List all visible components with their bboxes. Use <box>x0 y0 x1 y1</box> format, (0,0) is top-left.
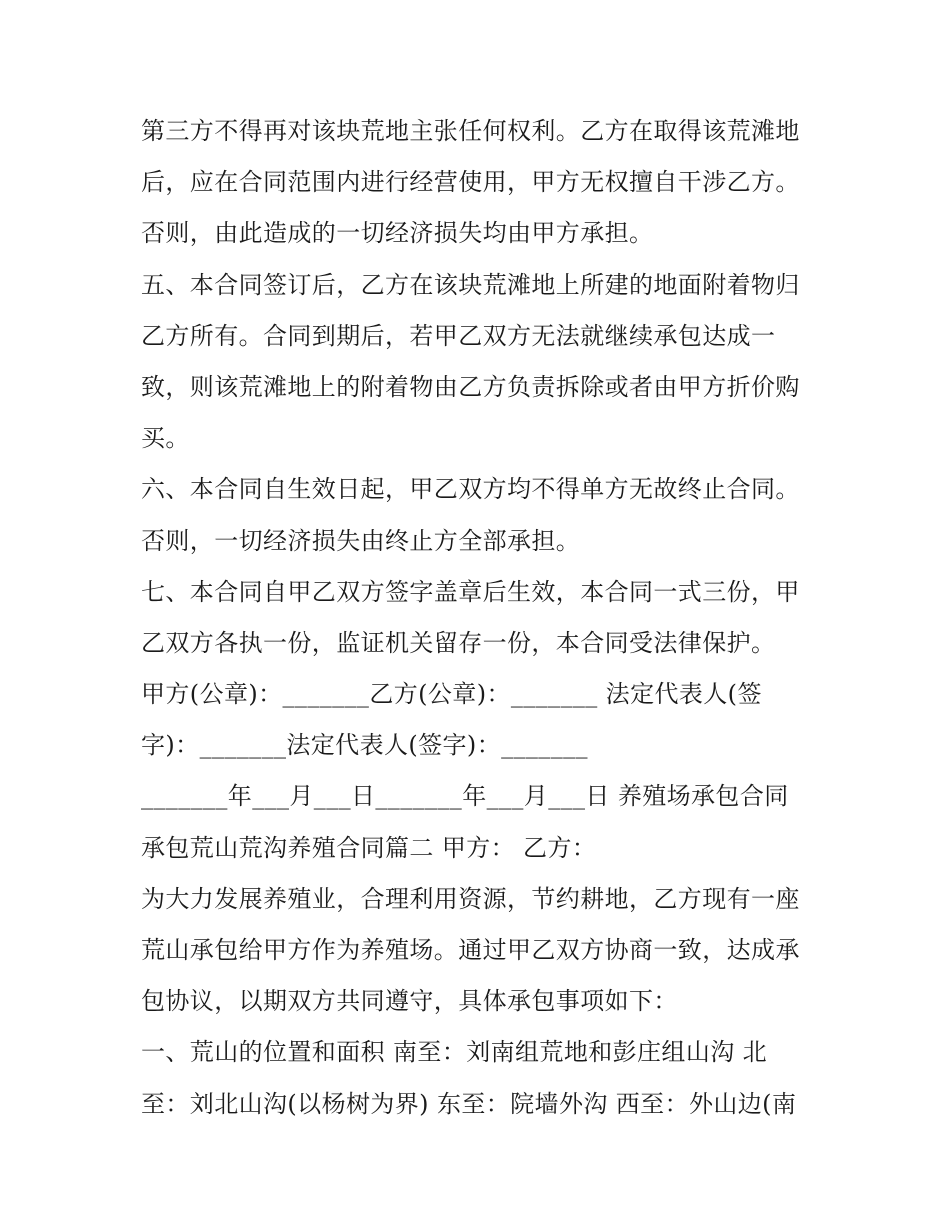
text-line: 为大力发展养殖业，合理利用资源，节约耕地，乙方现有一座 <box>141 884 800 913</box>
text-line: 六、本合同自生效日起，甲乙双方均不得单方无故终止合同。 <box>141 475 800 504</box>
signature-line: 字)：_______法定代表人(签字)：_______ <box>141 731 588 760</box>
text-line: 第三方不得再对该块荒地主张任何权利。乙方在取得该荒滩地 <box>141 117 800 145</box>
text-line: 一、荒山的位置和面积 南至：刘南组荒地和彭庄组山沟 北 <box>141 1038 768 1067</box>
text-line: 至：刘北山沟(以杨树为界) 东至：院墙外沟 西至：外山边(南 <box>141 1089 797 1118</box>
text-line: 乙方所有。合同到期后，若甲乙双方无法就继续承包达成一 <box>141 321 776 350</box>
text-line: 致，则该荒滩地上的附着物由乙方负责拆除或者由甲方折价购 <box>141 372 800 401</box>
text-line: 五、本合同签订后，乙方在该块荒滩地上所建的地面附着物归 <box>141 270 800 299</box>
text-line: 买。 <box>141 424 190 453</box>
document-body <box>141 106 831 1130</box>
text-line: 七、本合同自甲乙双方签字盖章后生效，本合同一式三份，甲 <box>141 577 800 606</box>
text-line: 乙双方各执一份，监证机关留存一份，本合同受法律保护。 <box>141 628 776 657</box>
text-line: 否则，由此造成的一切经济损失均由甲方承担。 <box>141 219 654 248</box>
text-line: 后，应在合同范围内进行经营使用，甲方无权擅自干涉乙方。 <box>141 168 800 197</box>
signature-line: 甲方(公章)：_______乙方(公章)：_______ 法定代表人(签 <box>141 680 762 709</box>
date-line: _______年___月___日_______年___月___日 养殖场承包合同 <box>141 782 789 811</box>
section-title: 承包荒山荒沟养殖合同篇二 甲方： 乙方： <box>141 833 597 862</box>
text-line: 包协议，以期双方共同遵守，具体承包事项如下： <box>141 987 678 1016</box>
text-line: 荒山承包给甲方作为养殖场。通过甲乙双方协商一致，达成承 <box>141 936 800 964</box>
text-line: 否则，一切经济损失由终止方全部承担。 <box>141 526 581 555</box>
